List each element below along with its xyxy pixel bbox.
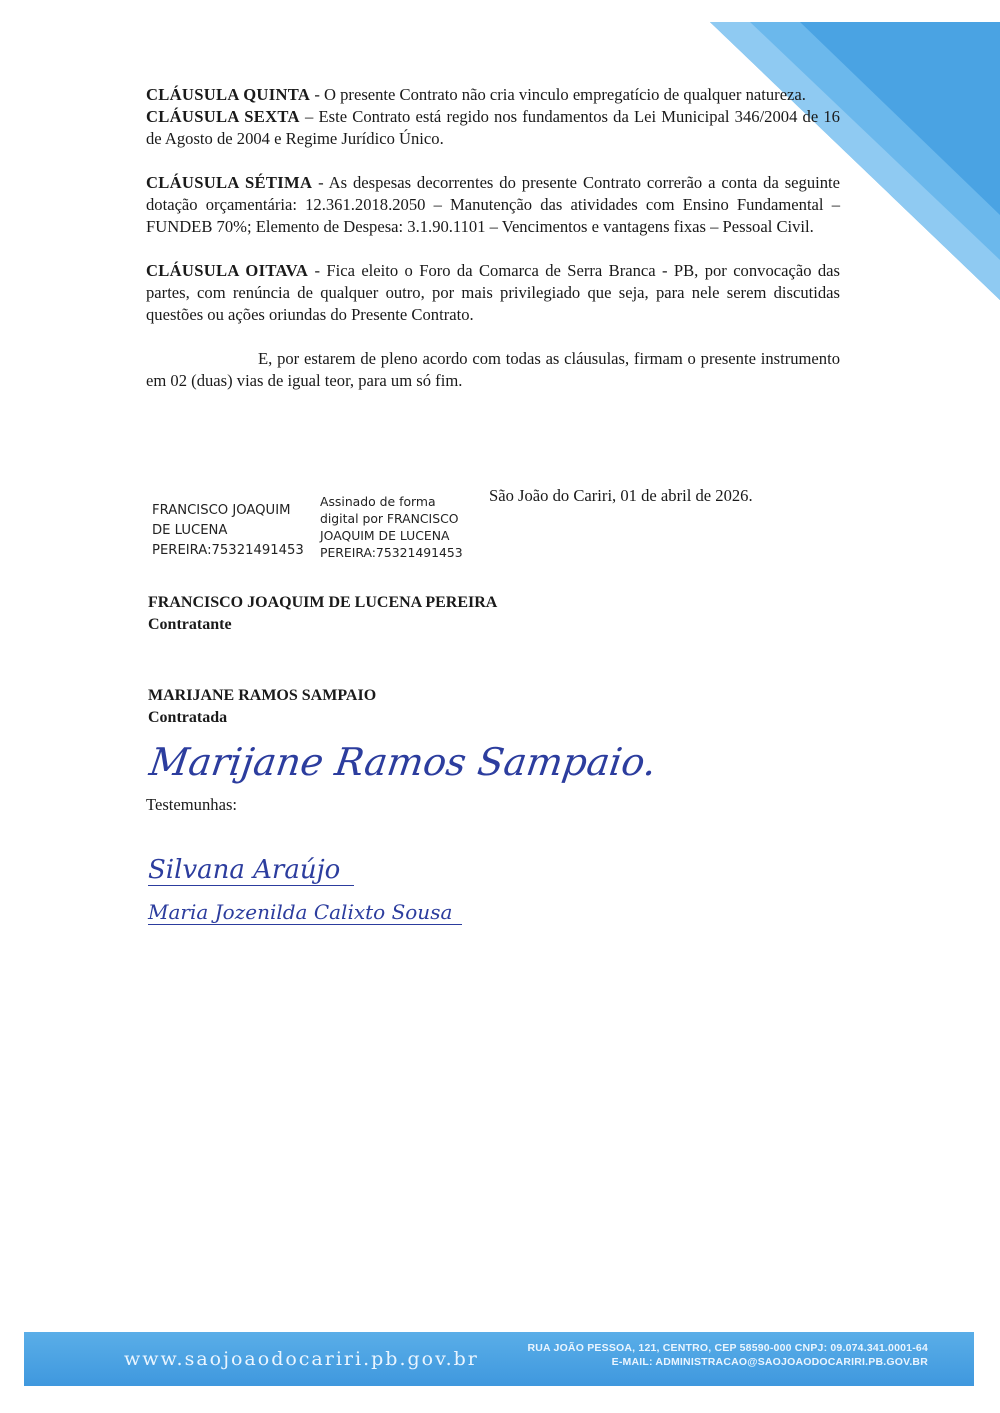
contratante-name: FRANCISCO JOAQUIM DE LUCENA PEREIRA: [148, 594, 498, 611]
clause-setima: CLÁUSULA SÉTIMA - As despesas decorrentes do presente Contrato correrão a conta da seguinte dotação orçamentária: 12.361.2018.2050 – Manutenção das atividades com Ensino Fundamental – FUNDEB 70%; Elemento de Despesa: 3.1.90.1101 – Vencimentos e vantagens fixas – Pessoal Civil.: [146, 173, 841, 236]
contratada-signature: Marijane Ramos Sampaio.: [146, 740, 660, 784]
place-date: São João do Cariri, 01 de abril de 2026.: [489, 486, 753, 505]
clause-sexta: CLÁUSULA SEXTA – Este Contrato está regido nos fundamentos da Lei Municipal 346/2004 de 16 de Agosto de 2004 e Regime Jurídico Único.: [146, 107, 840, 148]
closing-paragraph: E, por estarem de pleno acordo com todas as cláusulas, firmam o presente instrumento em 02 (duas) vias de igual teor, para um só fim.: [146, 349, 840, 390]
footer-bar: [24, 1332, 974, 1386]
contratada-name: MARIJANE RAMOS SAMPAIO: [148, 687, 377, 704]
digital-signature-name: FRANCISCO JOAQUIM DE LUCENA PEREIRA:75321491453: [152, 503, 304, 558]
digital-signature: [152, 493, 482, 573]
clause-oitava: CLÁUSULA OITAVA - Fica eleito o Foro da Comarca de Serra Branca - PB, por convocação das partes, com renúncia de qualquer outro, por mais privilegiado que seja, para nele serem discutidas questões ou ações oriundas do Presente Contrato.: [146, 261, 840, 324]
contratante-role: Contratante: [148, 616, 232, 633]
contratante-block: [148, 592, 497, 636]
witness-signature-2: Maria Jozenilda Calixto Sousa: [148, 900, 462, 925]
witnesses-label: Testemunhas:: [146, 795, 238, 814]
contratada-role: Contratada: [148, 709, 228, 726]
witness-signature-1: Silvana Araújo: [148, 855, 354, 886]
contract-body: [146, 84, 840, 392]
footer-url: www.saojoaodocariri.pb.gov.br: [124, 1348, 479, 1370]
footer-address: RUA JOÃO PESSOA, 121, CENTRO, CEP 58590-000 CNPJ: 09.074.341.0001-64 E-MAIL: ADMINISTRACAO@SAOJOAODOCARIRI.PB.GOV.BR: [527, 1342, 928, 1368]
digital-signature-note: Assinado de forma digital por FRANCISCO JOAQUIM DE LUCENA PEREIRA:75321491453: [320, 494, 463, 560]
clause-quinta: CLÁUSULA QUINTA - O presente Contrato não cria vinculo empregatício de qualquer natureza.: [146, 85, 806, 104]
contratada-block: [148, 685, 376, 729]
